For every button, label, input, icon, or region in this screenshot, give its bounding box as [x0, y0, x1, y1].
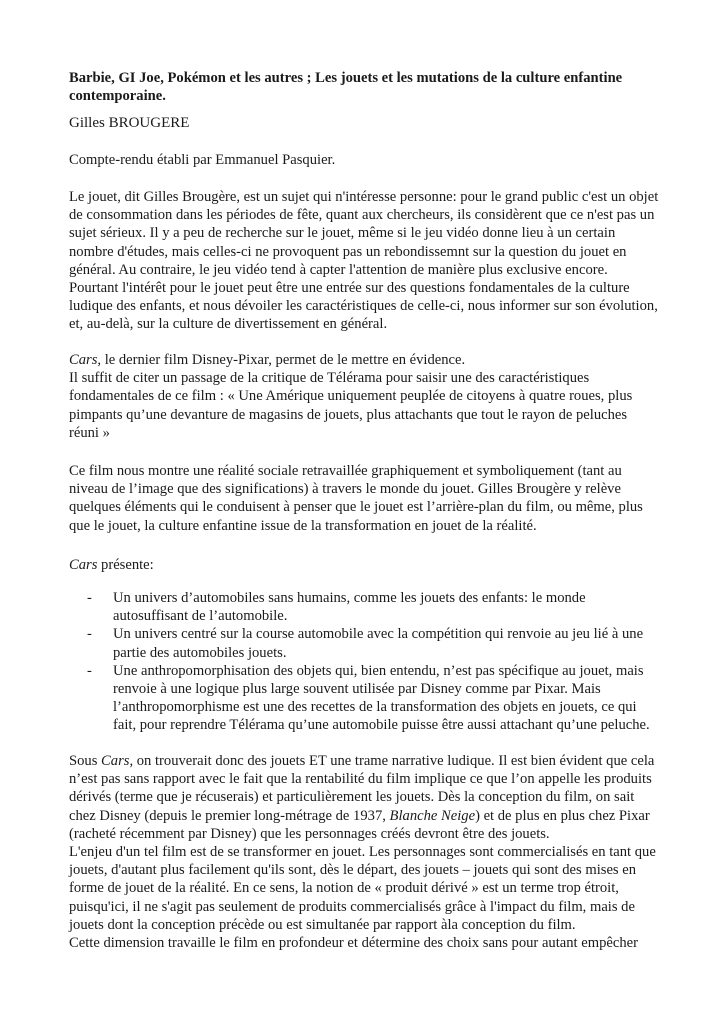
film-title-italic: Cars [69, 557, 98, 573]
list-item [87, 662, 657, 735]
dash-bullet: - [87, 662, 92, 679]
bullet-list [87, 589, 657, 735]
film-title-italic: Blanche Neige [389, 807, 476, 824]
dash-bullet: - [87, 626, 92, 643]
paragraph-text: Sous [69, 753, 102, 769]
paragraph-text: Cette dimension travaille le film en profondeur et détermine des choix sans pour autant empêcher [69, 935, 638, 952]
paragraph-social-reality: Ce film nous montre une réalité sociale retravaillée graphiquement et symboliquement (tant au niveau de l’image que des significations) à travers le monde du jouet. Gilles Brougère y relève quelques éléments qui le conduisent à penser que le jouet est l’arrière-plan du film, ou même, plus que le jouet, la culture enfantine issue de la transformation en jouet de la réalité. [69, 463, 643, 534]
paragraph-text: L'enjeu d'un tel film est de se transformer en jouet. Les personnages sont commercialisés en tant que jouets, d'autant plus facilement qu'ils sont, dès le départ, des jouets – jouets qui sont des mises en forme de jouet de la réalité. En ce sens, la notion de « produit dérivé » est un terme trop étroit, puisqu'ici, il ne s'agit pas seulement de produits commercialisés grâce à l'impact du film, mais de jouets dont la conception précède ou est simultanée par rapport àla conception du film. [69, 844, 656, 933]
dash-bullet: - [87, 590, 92, 606]
list-item [87, 589, 657, 625]
paragraph-text: , on trouverait donc des jouets ET une trame narrative ludique. Il est bien évident que cela n’est pas sans rapport avec le fait que la rentabilité du film implique ce que l’on appelle les produits dérivés (terme que je récuserais) et particulièrement les jouets. Dès la conception du film, on sait chez Disney (depuis le premier long-métrage de 1937, [69, 753, 655, 824]
document-title: Barbie, GI Joe, Pokémon et les autres ; Les jouets et les mutations de la culture enfantine contemporaine. [69, 70, 623, 105]
paragraph-cars-film [69, 351, 659, 442]
film-title-italic: Cars, [69, 352, 102, 368]
paragraph-derived-products [69, 752, 659, 952]
credit-line: Compte-rendu établi par Emmanuel Pasquier. [69, 152, 336, 168]
paragraph-intro: Le jouet, dit Gilles Brougère, est un sujet qui n'intéresse personne: pour le grand public c'est un objet de consommation dans les périodes de fête, quant aux chercheurs, ils considèrent que ce n'est pas un sujet sérieux. Il y a peu de recherche sur le jouet, même si le jeu vidéo donne lieu à un certain nombre d'études, mais celles-ci ne provoquent pas un rebondissemnt sur la question du jouet en général. Au contraire, le jeu vidéo tend à capter l'attention de manière plus exclusive encore. Pourtant l'intérêt pour le jouet peut être une entrée sur des questions fondamentales de la culture ludique des enfants, et nous dévoiler les caractéristiques de celle-ci, nous informer sur son évolution, et, au-delà, sur la culture de divertissement en général. [69, 189, 659, 333]
list-item-text: Un univers d’automobiles sans humains, comme les jouets des enfants: le monde autosuffisant de l’automobile. [113, 590, 586, 625]
paragraph-text: le dernier film Disney-Pixar, permet de le mettre en évidence. [101, 352, 466, 368]
paragraph-text: présente: [97, 557, 154, 573]
list-item [87, 625, 657, 661]
paragraph-text: ) et de plus en plus chez Pixar (racheté récemment par Disney) que les personnages créés devront être des jouets. [69, 807, 650, 842]
film-title-italic: Cars [101, 753, 130, 769]
paragraph-cars-presents [69, 556, 659, 574]
list-item-text: Un univers centré sur la course automobile avec la compétition qui renvoie au jeu lié à une partie des automobiles jouets. [113, 626, 644, 661]
paragraph-text: Il suffit de citer un passage de la critique de Télérama pour saisir une des caractéristiques fondamentales de ce film : « Une Amérique uniquement peuplée de citoyens à quatre roues, plus pimpants qu’une devanture de magasins de jouets, plus attachants que tout le rayon de peluches réuni » [69, 370, 633, 441]
author-name: Gilles BROUGERE [69, 115, 190, 131]
list-item-text: Une anthropomorphisation des objets qui, bien entendu, n’est pas spécifique au jouet, mais renvoie à une logique plus large souvent utilisée par Disney comme par Pixar. Mais l’anthropomorphisme est une des recettes de la transformation des objets en jouets, ce qui fait, pour reprendre Télérama qu’une automobile puisse être aussi attachant qu’une peluche. [113, 662, 650, 734]
